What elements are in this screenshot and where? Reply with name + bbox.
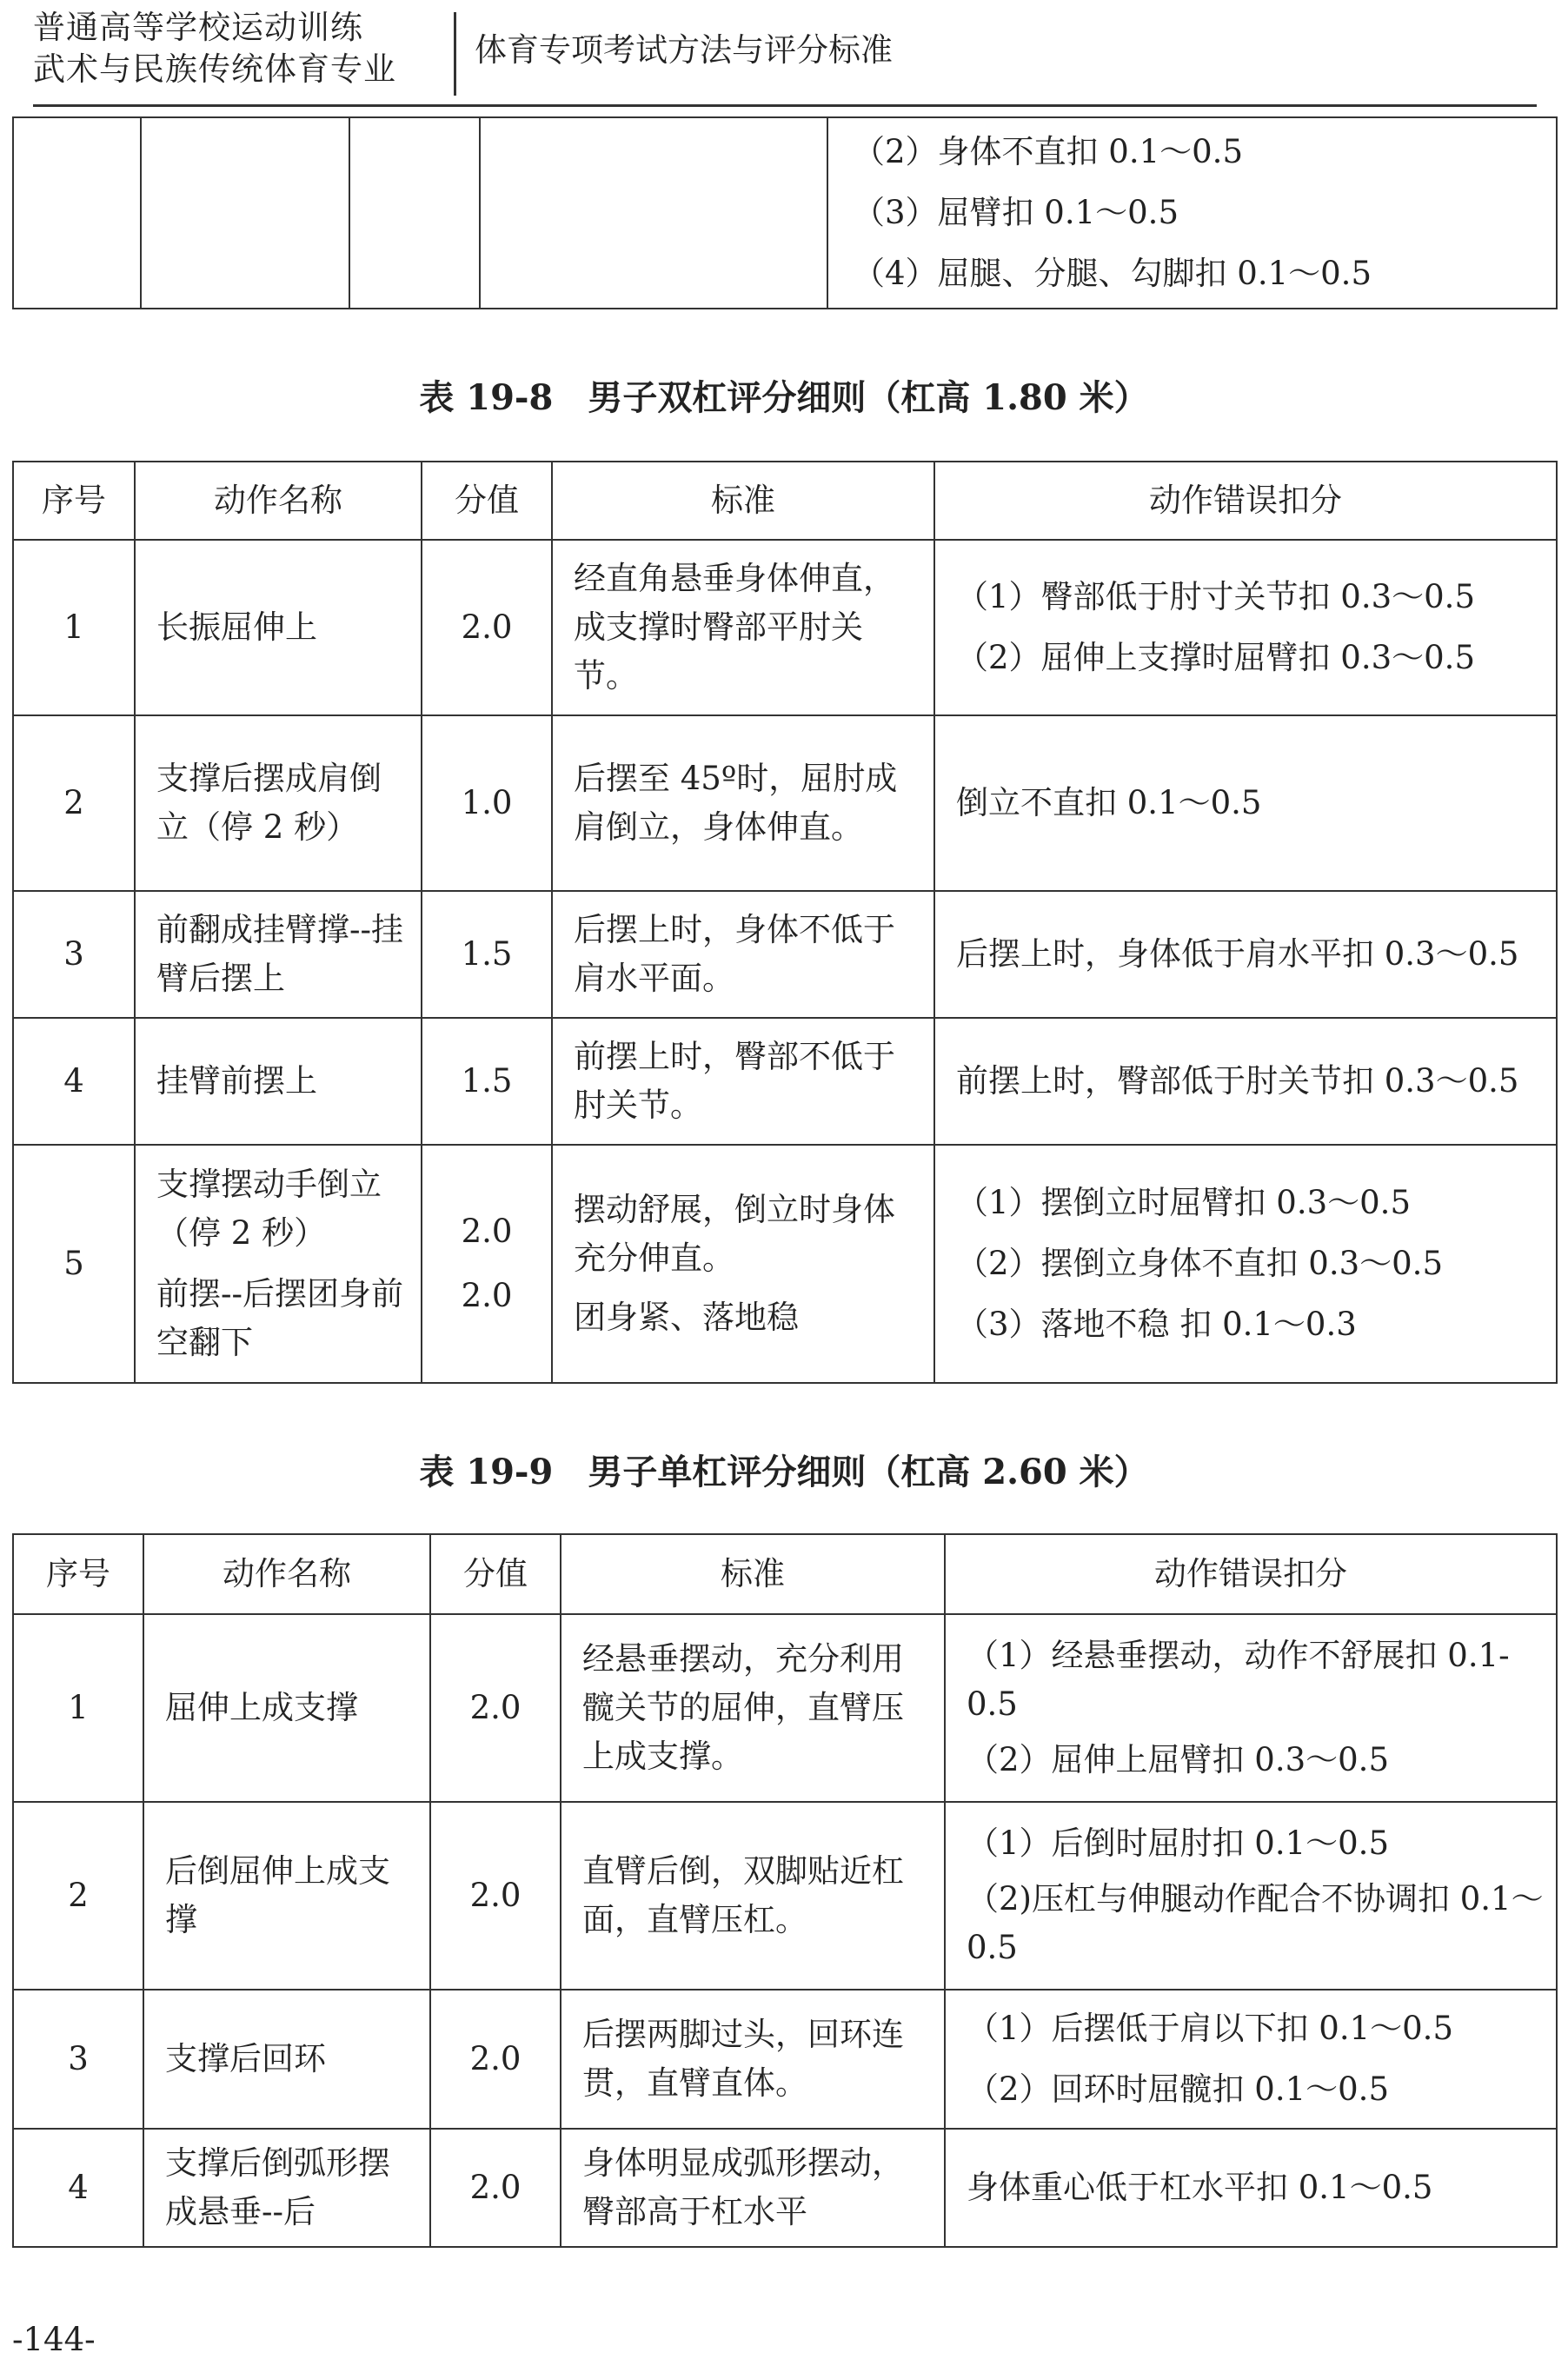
row-number: 2	[13, 715, 135, 891]
standard: 后摆上时，身体不低于肩水平面。	[552, 891, 934, 1018]
standard: 身体明显成弧形摆动，臀部高于杠水平	[561, 2129, 945, 2247]
row-number: 5	[13, 1145, 135, 1383]
score: 1.0	[422, 715, 552, 891]
column-header: 动作名称	[143, 1534, 430, 1614]
score: 2.0	[430, 1990, 561, 2129]
list-item: （4）屈腿、分腿、勾脚扣 0.1～0.5	[853, 255, 1372, 292]
header-section-title: 体育专项考试方法与评分标准	[475, 31, 893, 69]
table-row	[13, 2129, 1557, 2247]
score: 2.0	[430, 1614, 561, 1802]
column-header: 分值	[422, 462, 552, 540]
row-number: 3	[13, 891, 135, 1018]
list-item: （1）臀部低于肘寸关节扣 0.3～0.5	[956, 578, 1475, 615]
error-deductions	[945, 1990, 1557, 2129]
header-line-2: 武术与民族传统体育专业	[33, 50, 396, 88]
list-item: （1）经悬垂摆动，动作不舒展扣 0.1-0.5	[967, 1637, 1510, 1723]
table-row	[13, 117, 1557, 309]
row-number: 4	[13, 1018, 135, 1145]
header-divider	[454, 12, 456, 96]
parallel-bars-table	[12, 461, 1558, 1384]
error-deductions: 前摆上时，臀部低于肘关节扣 0.3～0.5	[934, 1018, 1557, 1145]
score: 2.0	[430, 2129, 561, 2247]
column-header: 标准	[561, 1534, 945, 1614]
table-cell	[141, 117, 349, 309]
list-item: （2）身体不直扣 0.1～0.5	[853, 133, 1243, 170]
action-name-part: 支撑摆动手倒立（停 2 秒）	[156, 1166, 382, 1252]
action-name: 前翻成挂臂撑--挂臂后摆上	[135, 891, 422, 1018]
error-list	[827, 117, 1557, 309]
list-item: （2）屈伸上屈臂扣 0.3～0.5	[967, 1741, 1389, 1778]
action-name-part: 前摆--后摆团身前空翻下	[156, 1275, 404, 1361]
standard	[552, 1145, 934, 1383]
column-header: 动作名称	[135, 462, 422, 540]
table-row	[13, 1990, 1557, 2129]
row-number: 4	[13, 2129, 143, 2247]
column-header: 分值	[430, 1534, 561, 1614]
score: 2.0	[430, 1802, 561, 1990]
standard-part: 摆动舒展，倒立时身体充分伸直。	[574, 1191, 895, 1277]
list-item: （1）后摆低于肩以下扣 0.1～0.5	[967, 2010, 1453, 2047]
error-deductions: 后摆上时，身体低于肩水平扣 0.3～0.5	[934, 891, 1557, 1018]
standard: 经悬垂摆动，充分利用髋关节的屈伸，直臂压上成支撑。	[561, 1614, 945, 1802]
list-item: （2）屈伸上支撑时屈臂扣 0.3～0.5	[956, 639, 1475, 676]
standard: 直臂后倒，双脚贴近杠面，直臂压杠。	[561, 1802, 945, 1990]
standard: 前摆上时，臀部不低于肘关节。	[552, 1018, 934, 1145]
table-row	[13, 1145, 1557, 1383]
column-header: 序号	[13, 1534, 143, 1614]
action-name: 支撑后摆成肩倒立（停 2 秒）	[135, 715, 422, 891]
action-name: 后倒屈伸上成支撑	[143, 1802, 430, 1990]
table-caption-19-8: 表 19-8 男子双杠评分细则（杠高 1.80 米）	[419, 377, 1149, 418]
list-item: （1）摆倒立时屈臂扣 0.3～0.5	[956, 1184, 1411, 1221]
table-cell	[13, 117, 141, 309]
list-item: （1）后倒时屈肘扣 0.1～0.5	[967, 1824, 1389, 1862]
error-deductions: 倒立不直扣 0.1～0.5	[934, 715, 1557, 891]
header-rule	[33, 104, 1537, 107]
score: 2.0	[422, 540, 552, 715]
list-item: （2）摆倒立身体不直扣 0.3～0.5	[956, 1245, 1443, 1282]
column-header: 动作错误扣分	[934, 462, 1557, 540]
table-row	[13, 1802, 1557, 1990]
column-header: 动作错误扣分	[945, 1534, 1557, 1614]
row-number: 1	[13, 540, 135, 715]
error-deductions	[934, 540, 1557, 715]
row-number: 3	[13, 1990, 143, 2129]
row-number: 2	[13, 1802, 143, 1990]
standard: 经直角悬垂身体伸直，成支撑时臀部平肘关节。	[552, 540, 934, 715]
table-row	[13, 1018, 1557, 1145]
table-row	[13, 715, 1557, 891]
table-caption-19-9: 表 19-9 男子单杠评分细则（杠高 2.60 米）	[419, 1452, 1149, 1492]
action-name: 长振屈伸上	[135, 540, 422, 715]
row-number: 1	[13, 1614, 143, 1802]
action-name: 支撑后倒弧形摆成悬垂--后	[143, 2129, 430, 2247]
error-deductions	[945, 1614, 1557, 1802]
action-name: 支撑后回环	[143, 1990, 430, 2129]
table-header-row	[13, 1534, 1557, 1614]
error-deductions	[934, 1145, 1557, 1383]
header-program	[33, 7, 415, 90]
standard: 后摆至 45º时，屈肘成肩倒立，身体伸直。	[552, 715, 934, 891]
error-deductions: 身体重心低于杠水平扣 0.1～0.5	[945, 2129, 1557, 2247]
table-row	[13, 891, 1557, 1018]
action-name	[135, 1145, 422, 1383]
list-item: （2）回环时屈髋扣 0.1～0.5	[967, 2070, 1389, 2108]
standard-part: 团身紧、落地稳	[574, 1299, 799, 1336]
table-row	[13, 540, 1557, 715]
table-cell	[349, 117, 480, 309]
table-header-row	[13, 462, 1557, 540]
table-row	[13, 1614, 1557, 1802]
list-item: （2)压杠与伸腿动作配合不协调扣 0.1～0.5	[967, 1880, 1544, 1966]
column-header: 标准	[552, 462, 934, 540]
score-part: 2.0	[461, 1213, 513, 1250]
list-item: （3）落地不稳 扣 0.1～0.3	[956, 1306, 1357, 1343]
score	[422, 1145, 552, 1383]
standard: 后摆两脚过头，回环连贯，直臂直体。	[561, 1990, 945, 2129]
page-header	[33, 7, 1537, 94]
table-cell	[480, 117, 827, 309]
continuation-table	[12, 116, 1558, 309]
column-header: 序号	[13, 462, 135, 540]
header-line-1: 普通高等学校运动训练	[33, 9, 363, 46]
score: 1.5	[422, 891, 552, 1018]
action-name: 屈伸上成支撑	[143, 1614, 430, 1802]
score: 1.5	[422, 1018, 552, 1145]
list-item: （3）屈臂扣 0.1～0.5	[853, 194, 1179, 231]
page-number: -144-	[12, 2321, 96, 2358]
horizontal-bar-table	[12, 1533, 1558, 2248]
error-deductions	[945, 1802, 1557, 1990]
score-part: 2.0	[461, 1277, 513, 1314]
action-name: 挂臂前摆上	[135, 1018, 422, 1145]
